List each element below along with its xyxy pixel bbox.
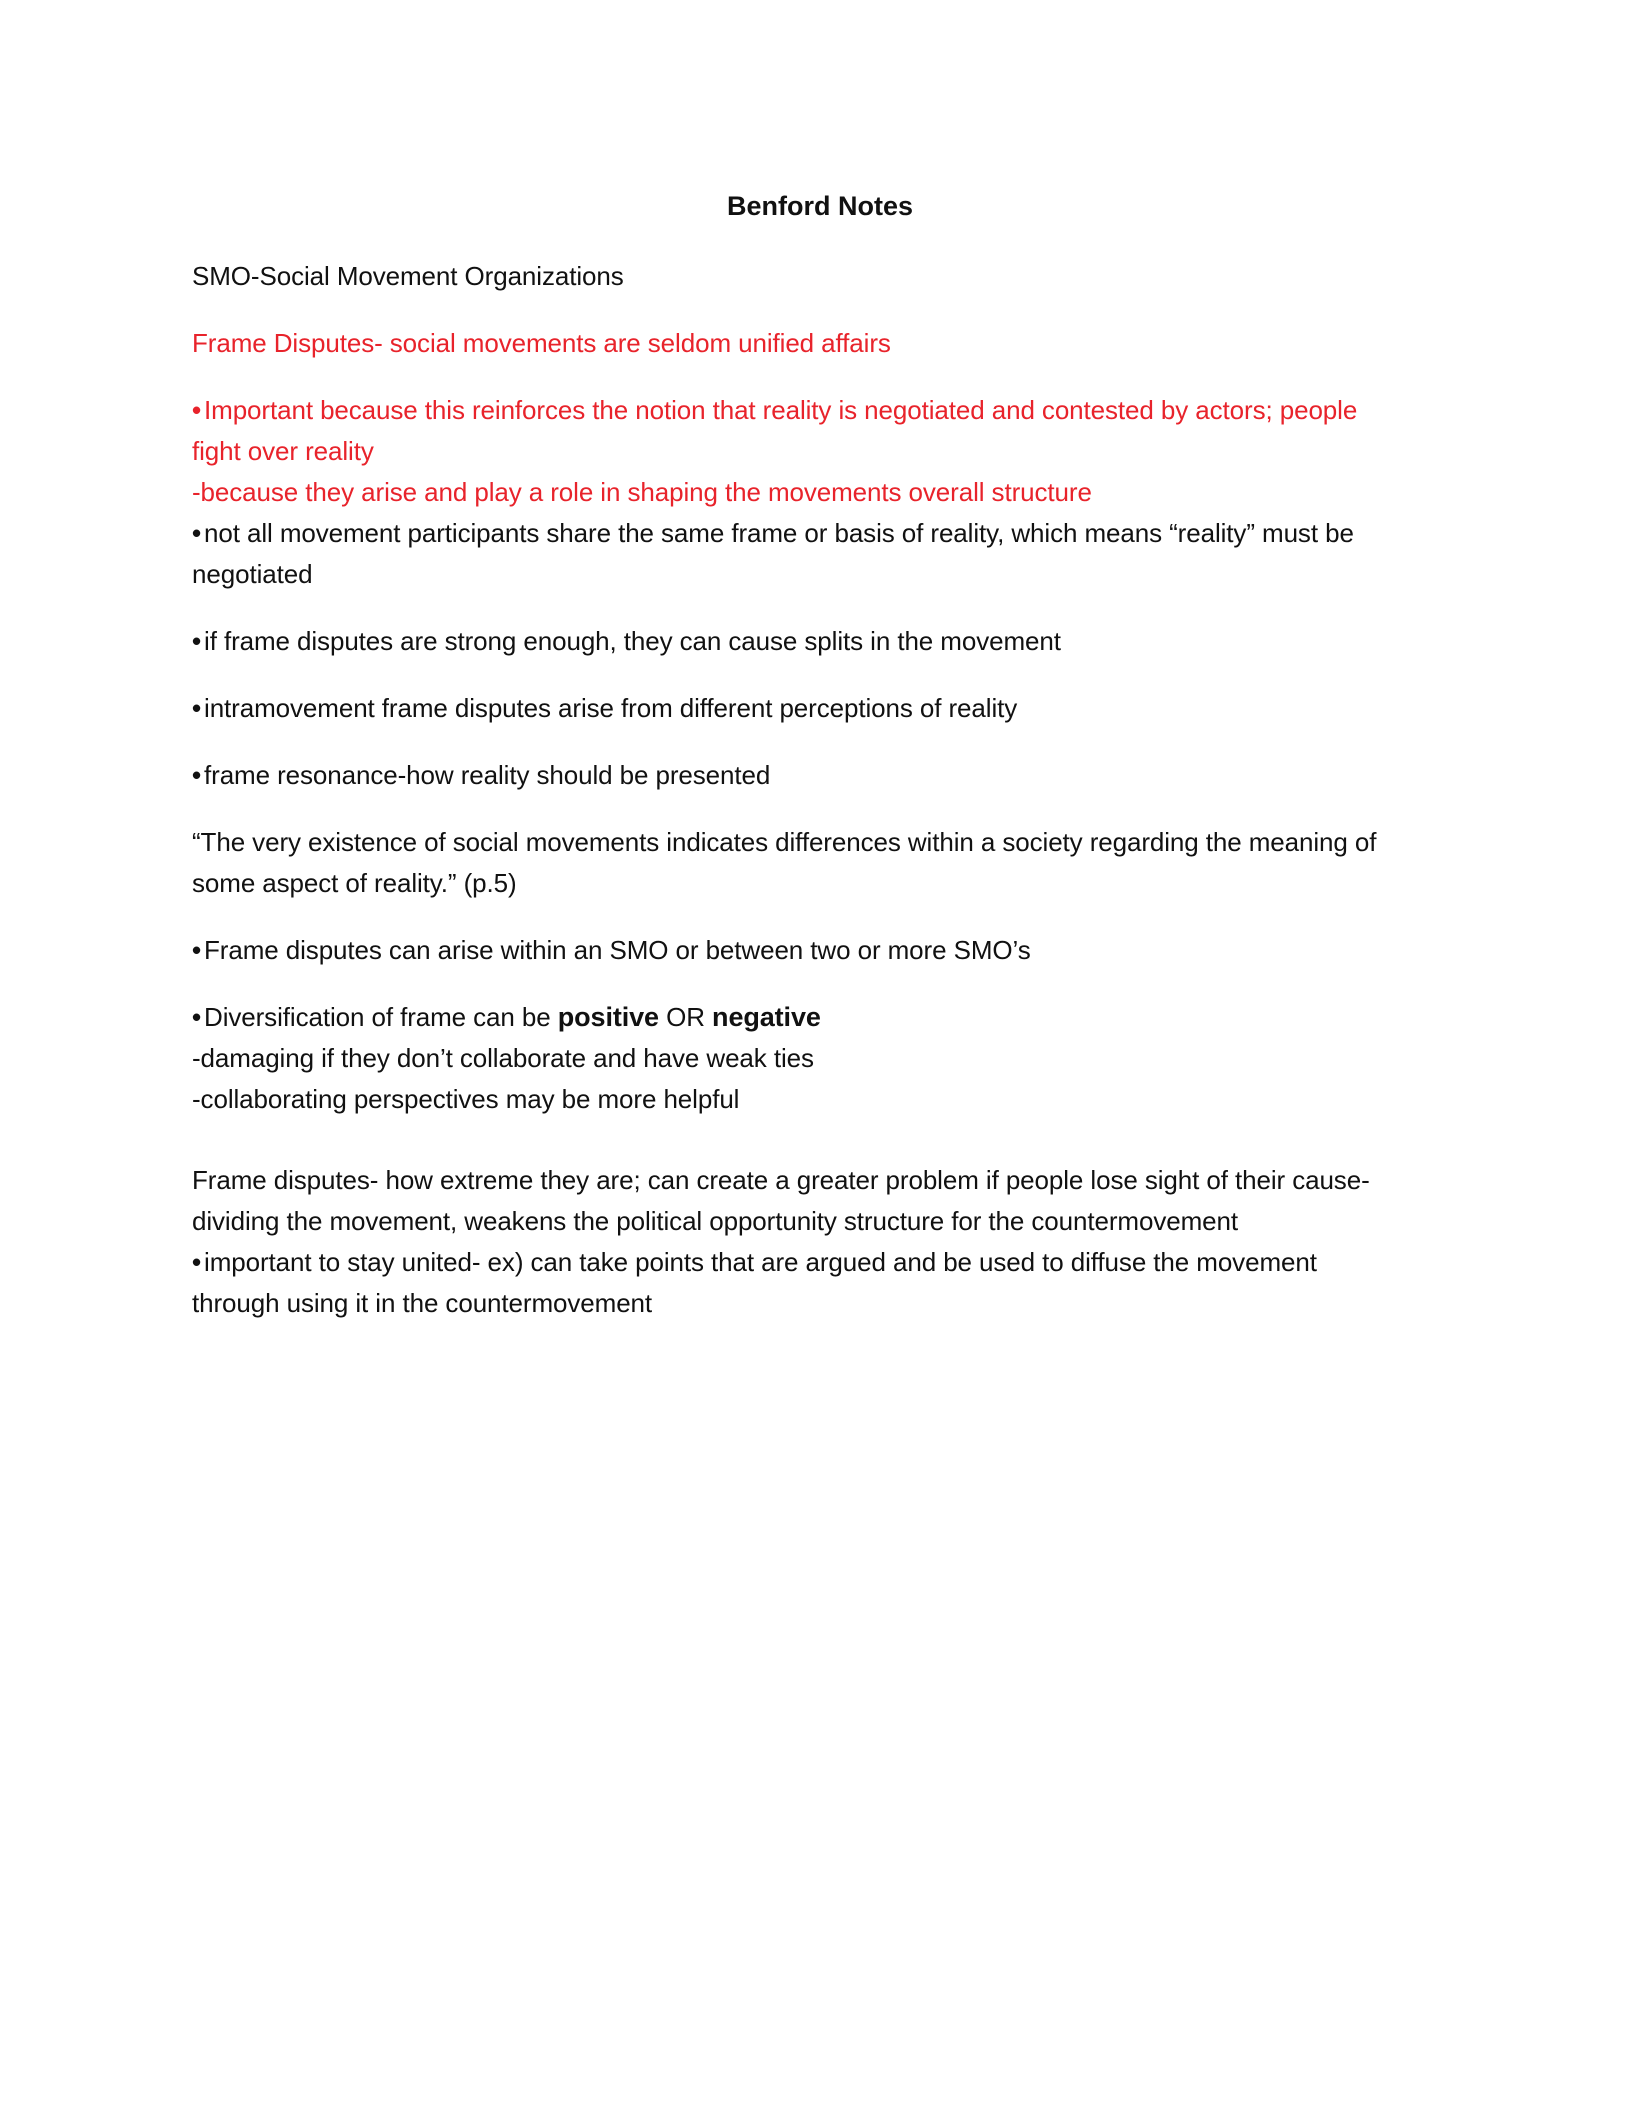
important-note-line-1	[192, 390, 1357, 431]
within-smo-note	[192, 930, 1031, 971]
bullet-icon: •	[192, 395, 202, 425]
collaborating-note: -collaborating perspectives may be more helpful	[192, 1084, 740, 1114]
intramovement-note-text: intramovement frame disputes arise from different perceptions of reality	[204, 693, 1018, 723]
quote-line-1: “The very existence of social movements indicates differences within a society regarding the meaning of	[192, 827, 1377, 857]
splits-note-text: if frame disputes are strong enough, they can cause splits in the movement	[204, 626, 1061, 656]
smo-definition: SMO-Social Movement Organizations	[192, 261, 624, 291]
bullet-icon: •	[192, 626, 202, 656]
frame-disputes-heading: Frame Disputes- social movements are seldom unified affairs	[192, 328, 891, 358]
united-note-line-2: through using it in the countermovement	[192, 1288, 653, 1318]
within-smo-note-text: Frame disputes can arise within an SMO or between two or more SMO’s	[204, 935, 1031, 965]
not-all-note-text-1: not all movement participants share the same frame or basis of reality, which means “reality” must be	[204, 518, 1354, 548]
bullet-icon: •	[192, 518, 202, 548]
bullet-icon: •	[192, 1247, 202, 1277]
splits-note	[192, 621, 1061, 662]
united-note-line-1	[192, 1242, 1317, 1283]
bullet-icon: •	[192, 693, 202, 723]
diversification-prefix: Diversification of frame can be	[204, 1002, 558, 1032]
page-title: Benford Notes	[726, 191, 913, 221]
bullet-icon: •	[192, 935, 202, 965]
extreme-note-line-1: Frame disputes- how extreme they are; can create a greater problem if people lose sight of their cause-	[192, 1165, 1370, 1195]
because-note: -because they arise and play a role in shaping the movements overall structure	[192, 477, 1092, 507]
resonance-note-text: frame resonance-how reality should be presented	[204, 760, 771, 790]
negative-word: negative	[712, 1002, 821, 1032]
resonance-note	[192, 755, 770, 796]
bullet-icon: •	[192, 1002, 202, 1032]
not-all-note-line-2: negotiated	[192, 559, 313, 589]
damaging-note: -damaging if they don’t collaborate and have weak ties	[192, 1043, 814, 1073]
extreme-note-line-2: dividing the movement, weakens the political opportunity structure for the countermovement	[192, 1206, 1238, 1236]
important-note-text-1: Important because this reinforces the notion that reality is negotiated and contested by actors; people	[204, 395, 1358, 425]
diversification-note	[192, 997, 821, 1038]
or-word: OR	[658, 1002, 713, 1032]
bullet-icon: •	[192, 760, 202, 790]
not-all-note-line-1	[192, 513, 1354, 554]
positive-word: positive	[557, 1002, 659, 1032]
important-note-line-2: fight over reality	[192, 436, 374, 466]
quote-line-2: some aspect of reality.” (p.5)	[192, 868, 517, 898]
intramovement-note	[192, 688, 1017, 729]
united-note-text-1: important to stay united- ex) can take points that are argued and be used to diffuse the movement	[204, 1247, 1317, 1277]
